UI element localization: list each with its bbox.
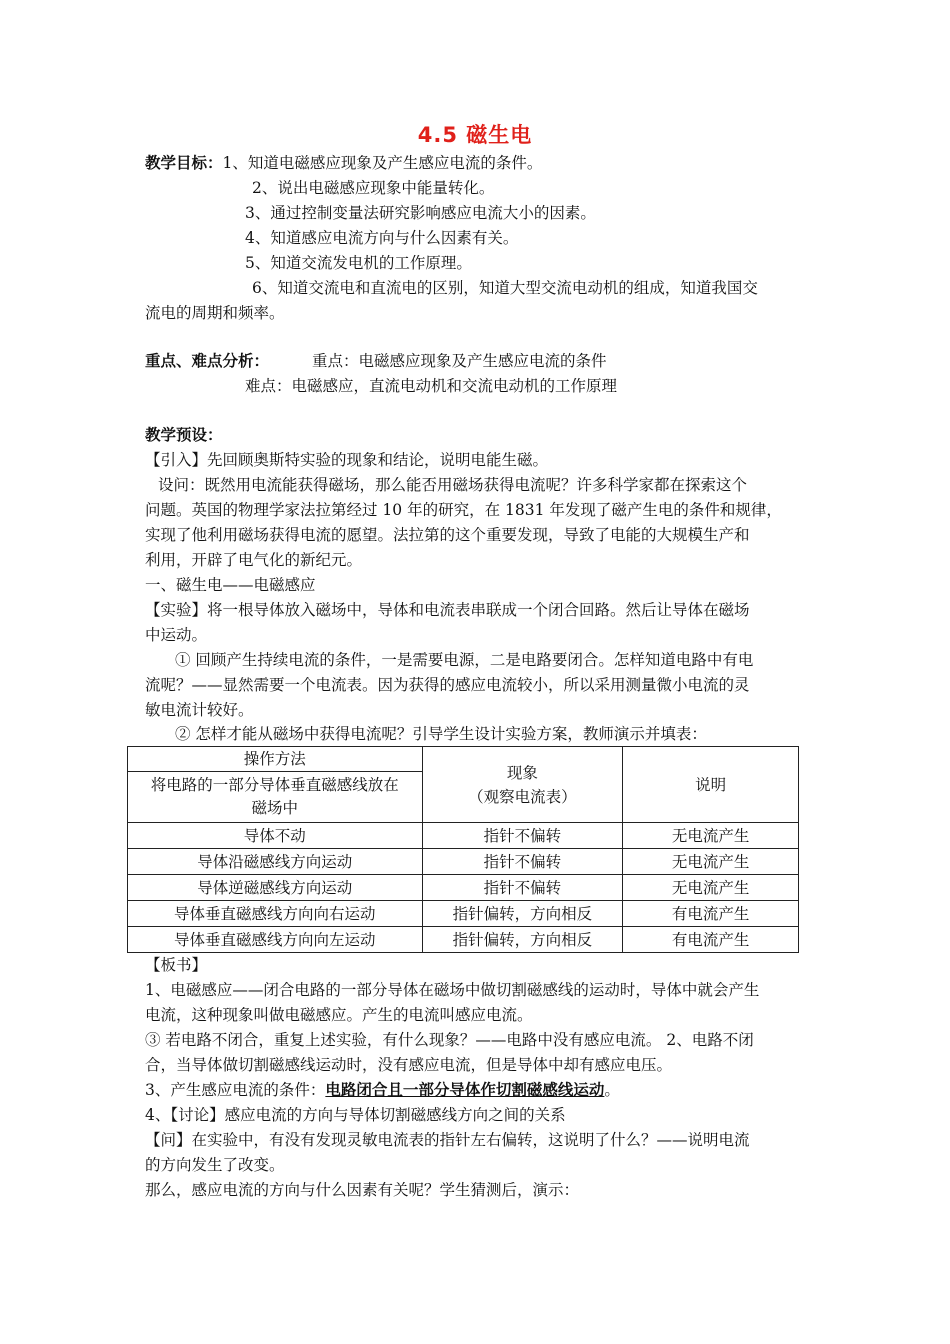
review-line-2: 流呢？——显然需要一个电流表。因为获得的感应电流较小，所以采用测量微小电流的灵 (145, 676, 750, 694)
board-p1-line-2: 电流，这种现象叫做电磁感应。产生的电流叫感应电流。 (145, 1006, 533, 1024)
table-cell-phenomenon: 指针不偏转 (422, 875, 623, 901)
board-p2-line-2: 合，当导体做切割磁感线运动时，没有感应电流，但是导体中却有感应电压。 (145, 1056, 673, 1074)
goal-item-3: 3、通过控制变量法研究影响感应电流大小的因素。 (245, 204, 596, 222)
condition-end: 。 (604, 1081, 620, 1099)
table-cell-note: 无电流产生 (623, 823, 799, 849)
question-line-3: 实现了他利用磁场获得电流的愿望。法拉第的这个重要发现，导致了电能的大规模生产和 (145, 526, 750, 544)
table-cell-method: 导体逆磁感线方向运动 (128, 875, 423, 901)
table-cell-phenomenon: 指针偏转，方向相反 (422, 901, 623, 927)
table-cell-note: 有电流产生 (623, 927, 799, 953)
keypoints-label: 重点、难点分析： (145, 351, 270, 370)
condition-emphasis: 电路闭合且一部分导体作切割磁感线运动 (325, 1080, 605, 1099)
header-phenomenon (422, 747, 623, 823)
header-note: 说明 (623, 747, 799, 823)
header-method: 操作方法 (128, 747, 423, 772)
goal-item-4: 4、知道感应电流方向与什么因素有关。 (245, 229, 519, 247)
board-label: 【板书】 (145, 956, 208, 974)
table-row (128, 901, 799, 927)
goal-item-1: 1、知道电磁感应现象及产生感应电流的条件。 (222, 154, 543, 172)
header-phenomenon-title: 现象 (506, 763, 538, 782)
table-cell-phenomenon: 指针偏转，方向相反 (422, 927, 623, 953)
table-row (128, 875, 799, 901)
question-line-1: 设问：既然用电流能获得磁场，那么能否用磁场获得电流呢？许多科学家都在探索这个 (158, 476, 748, 494)
experiment-line-1: 【实验】将一根导体放入磁场中，导体和电流表串联成一个闭合回路。然后让导体在磁场 (145, 601, 750, 619)
board-p5-line-1: 【问】在实验中，有没有发现灵敏电流表的指针左右偏转，这说明了什么？——说明电流 (145, 1131, 750, 1149)
question-line-4: 利用，开辟了电气化的新纪元。 (145, 551, 363, 569)
section-heading-1: 一、磁生电——电磁感应 (145, 576, 316, 594)
board-p3 (145, 1077, 620, 1103)
difficult-point-text: 难点：电磁感应，直流电动机和交流电动机的工作原理 (245, 377, 618, 395)
experiment-line-2: 中运动。 (145, 626, 208, 644)
page-title: 4.5 磁生电 (417, 123, 533, 147)
board-p6: 那么，感应电流的方向与什么因素有关呢？学生猜测后，演示： (145, 1181, 580, 1199)
board-p1-line-1: 1、电磁感应——闭合电路的一部分导体在磁场中做切割磁感线的运动时，导体中就会产生 (145, 981, 760, 999)
goals-label: 教学目标： (145, 153, 223, 172)
review-line-3: 敏电流计较好。 (145, 701, 254, 719)
board-p2-line-1: ③ 若电路不闭合，重复上述实验，有什么现象？——电路中没有感应电流。 2、电路不闭 (145, 1031, 754, 1049)
keypoint-text: 重点：电磁感应现象及产生感应电流的条件 (312, 352, 607, 370)
condition-prefix: 3、产生感应电流的条件： (145, 1081, 326, 1099)
question-line-2: 问题。英国的物理学家法拉第经过 10 年的研究，在 1831 年发现了磁产生电的条件和规律， (145, 501, 782, 519)
table-cell-method: 导体垂直磁感线方向向左运动 (128, 927, 423, 953)
preset-label: 教学预设： (145, 425, 223, 444)
board-p4: 4、【讨论】感应电流的方向与导体切割磁感线方向之间的关系 (145, 1106, 566, 1124)
goal-item-2: 2、说出电磁感应现象中能量转化。 (252, 179, 495, 197)
goal-item-6-cont: 流电的周期和频率。 (145, 304, 285, 322)
table-cell-method: 导体沿磁感线方向运动 (128, 849, 423, 875)
table-row (128, 927, 799, 953)
table-cell-note: 有电流产生 (623, 901, 799, 927)
goal-item-5: 5、知道交流发电机的工作原理。 (245, 254, 472, 272)
goal-item-6: 6、知道交流电和直流电的区别，知道大型交流电动机的组成，知道我国交 (252, 279, 758, 297)
goals-line-1 (145, 150, 542, 176)
design-text: ② 怎样才能从磁场中获得电流呢？引导学生设计实验方案，教师演示并填表： (175, 725, 707, 743)
table-cell-phenomenon: 指针不偏转 (422, 849, 623, 875)
header-phenomenon-sub: （观察电流表） (468, 787, 577, 806)
table-cell-method: 导体垂直磁感线方向向右运动 (128, 901, 423, 927)
experiment-table (127, 746, 799, 953)
header-method-sub (128, 772, 423, 823)
table-row (128, 823, 799, 849)
table-cell-phenomenon: 指针不偏转 (422, 823, 623, 849)
header-method-sub-line-1: 将电路的一部分导体垂直磁感线放在 (150, 776, 399, 794)
intro-text: 【引入】先回顾奥斯特实验的现象和结论，说明电能生磁。 (145, 451, 549, 469)
table-header-row (128, 747, 799, 772)
review-line-1: ① 回顾产生持续电流的条件，一是需要电源，二是电路要闭合。怎样知道电路中有电 (175, 651, 754, 669)
table-row (128, 849, 799, 875)
table-cell-note: 无电流产生 (623, 875, 799, 901)
table-cell-method: 导体不动 (128, 823, 423, 849)
board-p5-line-2: 的方向发生了改变。 (145, 1156, 285, 1174)
header-method-sub-line-2: 磁场中 (251, 799, 299, 817)
table-cell-note: 无电流产生 (623, 849, 799, 875)
